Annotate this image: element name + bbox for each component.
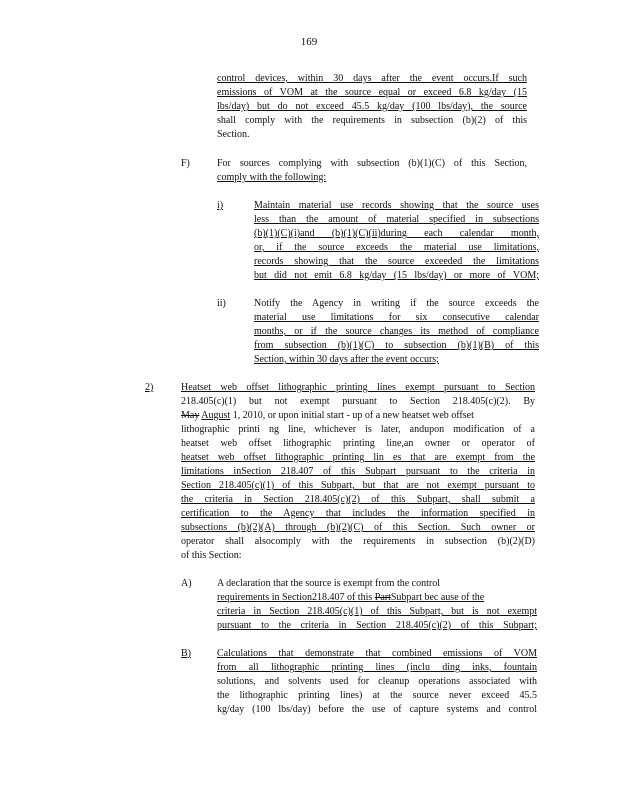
item-label: F) — [181, 158, 190, 169]
text-line: Heatset web offset lithographic printing lines exempt pursuant to Section — [181, 382, 535, 393]
text-line: material use limitations for six consecutive calendar — [254, 312, 539, 323]
item-label: B) — [181, 648, 191, 659]
text-line: lbs/day) but do not exceed 45.5 kg/day (100 lbs/day), the source — [217, 101, 527, 112]
text-fragment: Subpart bec ause of the — [390, 592, 485, 603]
text-line: Section 218.405(c)(1) of this Subpart, but that are not exempt pursuant to — [181, 480, 535, 491]
text-line: certification to the Agency that includes the information specified in — [181, 508, 535, 519]
text-line: of this Section: — [181, 550, 242, 561]
text-line: criteria in Section 218.405(c)(1) of this Subpart, but is not exempt — [217, 606, 537, 617]
text-line: shall comply with the requirements in subsection (b)(2) of this — [217, 115, 527, 126]
text-fragment: 1, 2010, or upon initial start - up of a new heatset web offset — [230, 410, 474, 421]
deleted-text: Part — [374, 592, 391, 603]
text-line: Calculations that demonstrate that combined emissions of VOM — [217, 648, 537, 659]
text-line — [217, 591, 537, 604]
text-line: records showing that the source exceeded the limitations — [254, 256, 539, 267]
text-line: pursuant to the criteria in Section 218.405(c)(2) of this Subpart; — [217, 620, 537, 631]
item-label: i) — [217, 200, 224, 211]
text-line: or, if the source exceeds the material use limitations, — [254, 242, 539, 253]
text-line: kg/day (100 lbs/day) before the use of capture systems and control — [217, 704, 537, 715]
text-line: lithographic printi ng line, whichever is later, andupon modification of a — [181, 424, 535, 435]
deleted-text: May — [181, 410, 200, 421]
text-line: the criteria in Section 218.405(c)(2) of this Subpart, shall submit a — [181, 494, 535, 505]
text-line: (b)(1)(C)(i)and (b)(1)(C)(ii)during each calendar month, — [254, 228, 539, 239]
item-label: 2) — [145, 382, 154, 393]
item-label: A) — [181, 578, 192, 589]
text-line: from all lithographic printing lines (inclu ding inks, fountain — [217, 662, 537, 673]
text-line: solutions, and solvents used for cleanup operations associated with — [217, 676, 537, 687]
text-line: Notify the Agency in writing if the source exceeds the — [254, 298, 539, 309]
inserted-text: August — [201, 410, 231, 421]
item-label: ii) — [217, 298, 226, 309]
text-line: Maintain material use records showing that the source uses — [254, 200, 539, 211]
text-line: less than the amount of material specified in subsections — [254, 214, 539, 225]
text-line: For sources complying with subsection (b)(1)(C) of this Section, — [217, 158, 527, 169]
text-line: months, or if the source changes its method of compliance — [254, 326, 539, 337]
text-line: emissions of VOM at the source equal or exceed 6.8 kg/day (15 — [217, 87, 527, 98]
text-line: heatset web offset lithographic printing lin es that are exempt from the — [181, 452, 535, 463]
text-line: control devices, within 30 days after the event occurs.If such — [217, 73, 527, 84]
page-number: 169 — [300, 36, 318, 48]
text-line: subsections (b)(2)(A) through (b)(2)(C) of this Section. Such owner or — [181, 522, 535, 533]
text-line: operator shall alsocomply with the requirements in subsection (b)(2)(D) — [181, 536, 535, 547]
text-line: Section, within 30 days after the event occurs; — [254, 354, 439, 365]
text-line: limitations inSection 218.407 of this Subpart pursuant to the criteria in — [181, 466, 535, 477]
text-line: from subsection (b)(1)(C) to subsection (b)(1)(B) of this — [254, 340, 539, 351]
text-line: but did not emit 6.8 kg/day (15 lbs/day) or more of VOM; — [254, 270, 539, 281]
text-line: the lithographic printing lines) at the source never exceed 45.5 — [217, 690, 537, 701]
text-line: 218.405(c)(1) but not exempt pursuant to Section 218.405(c)(2). By — [181, 396, 535, 407]
text-line: A declaration that the source is exempt from the control — [217, 578, 440, 589]
text-line: heatset web offset lithographic printing line,an owner or operator of — [181, 438, 535, 449]
text-line — [181, 409, 535, 422]
text-line: comply with the following: — [217, 172, 327, 183]
text-fragment: requirements in Section218.407 of this — [217, 592, 373, 603]
text-line: Section. — [217, 129, 250, 140]
